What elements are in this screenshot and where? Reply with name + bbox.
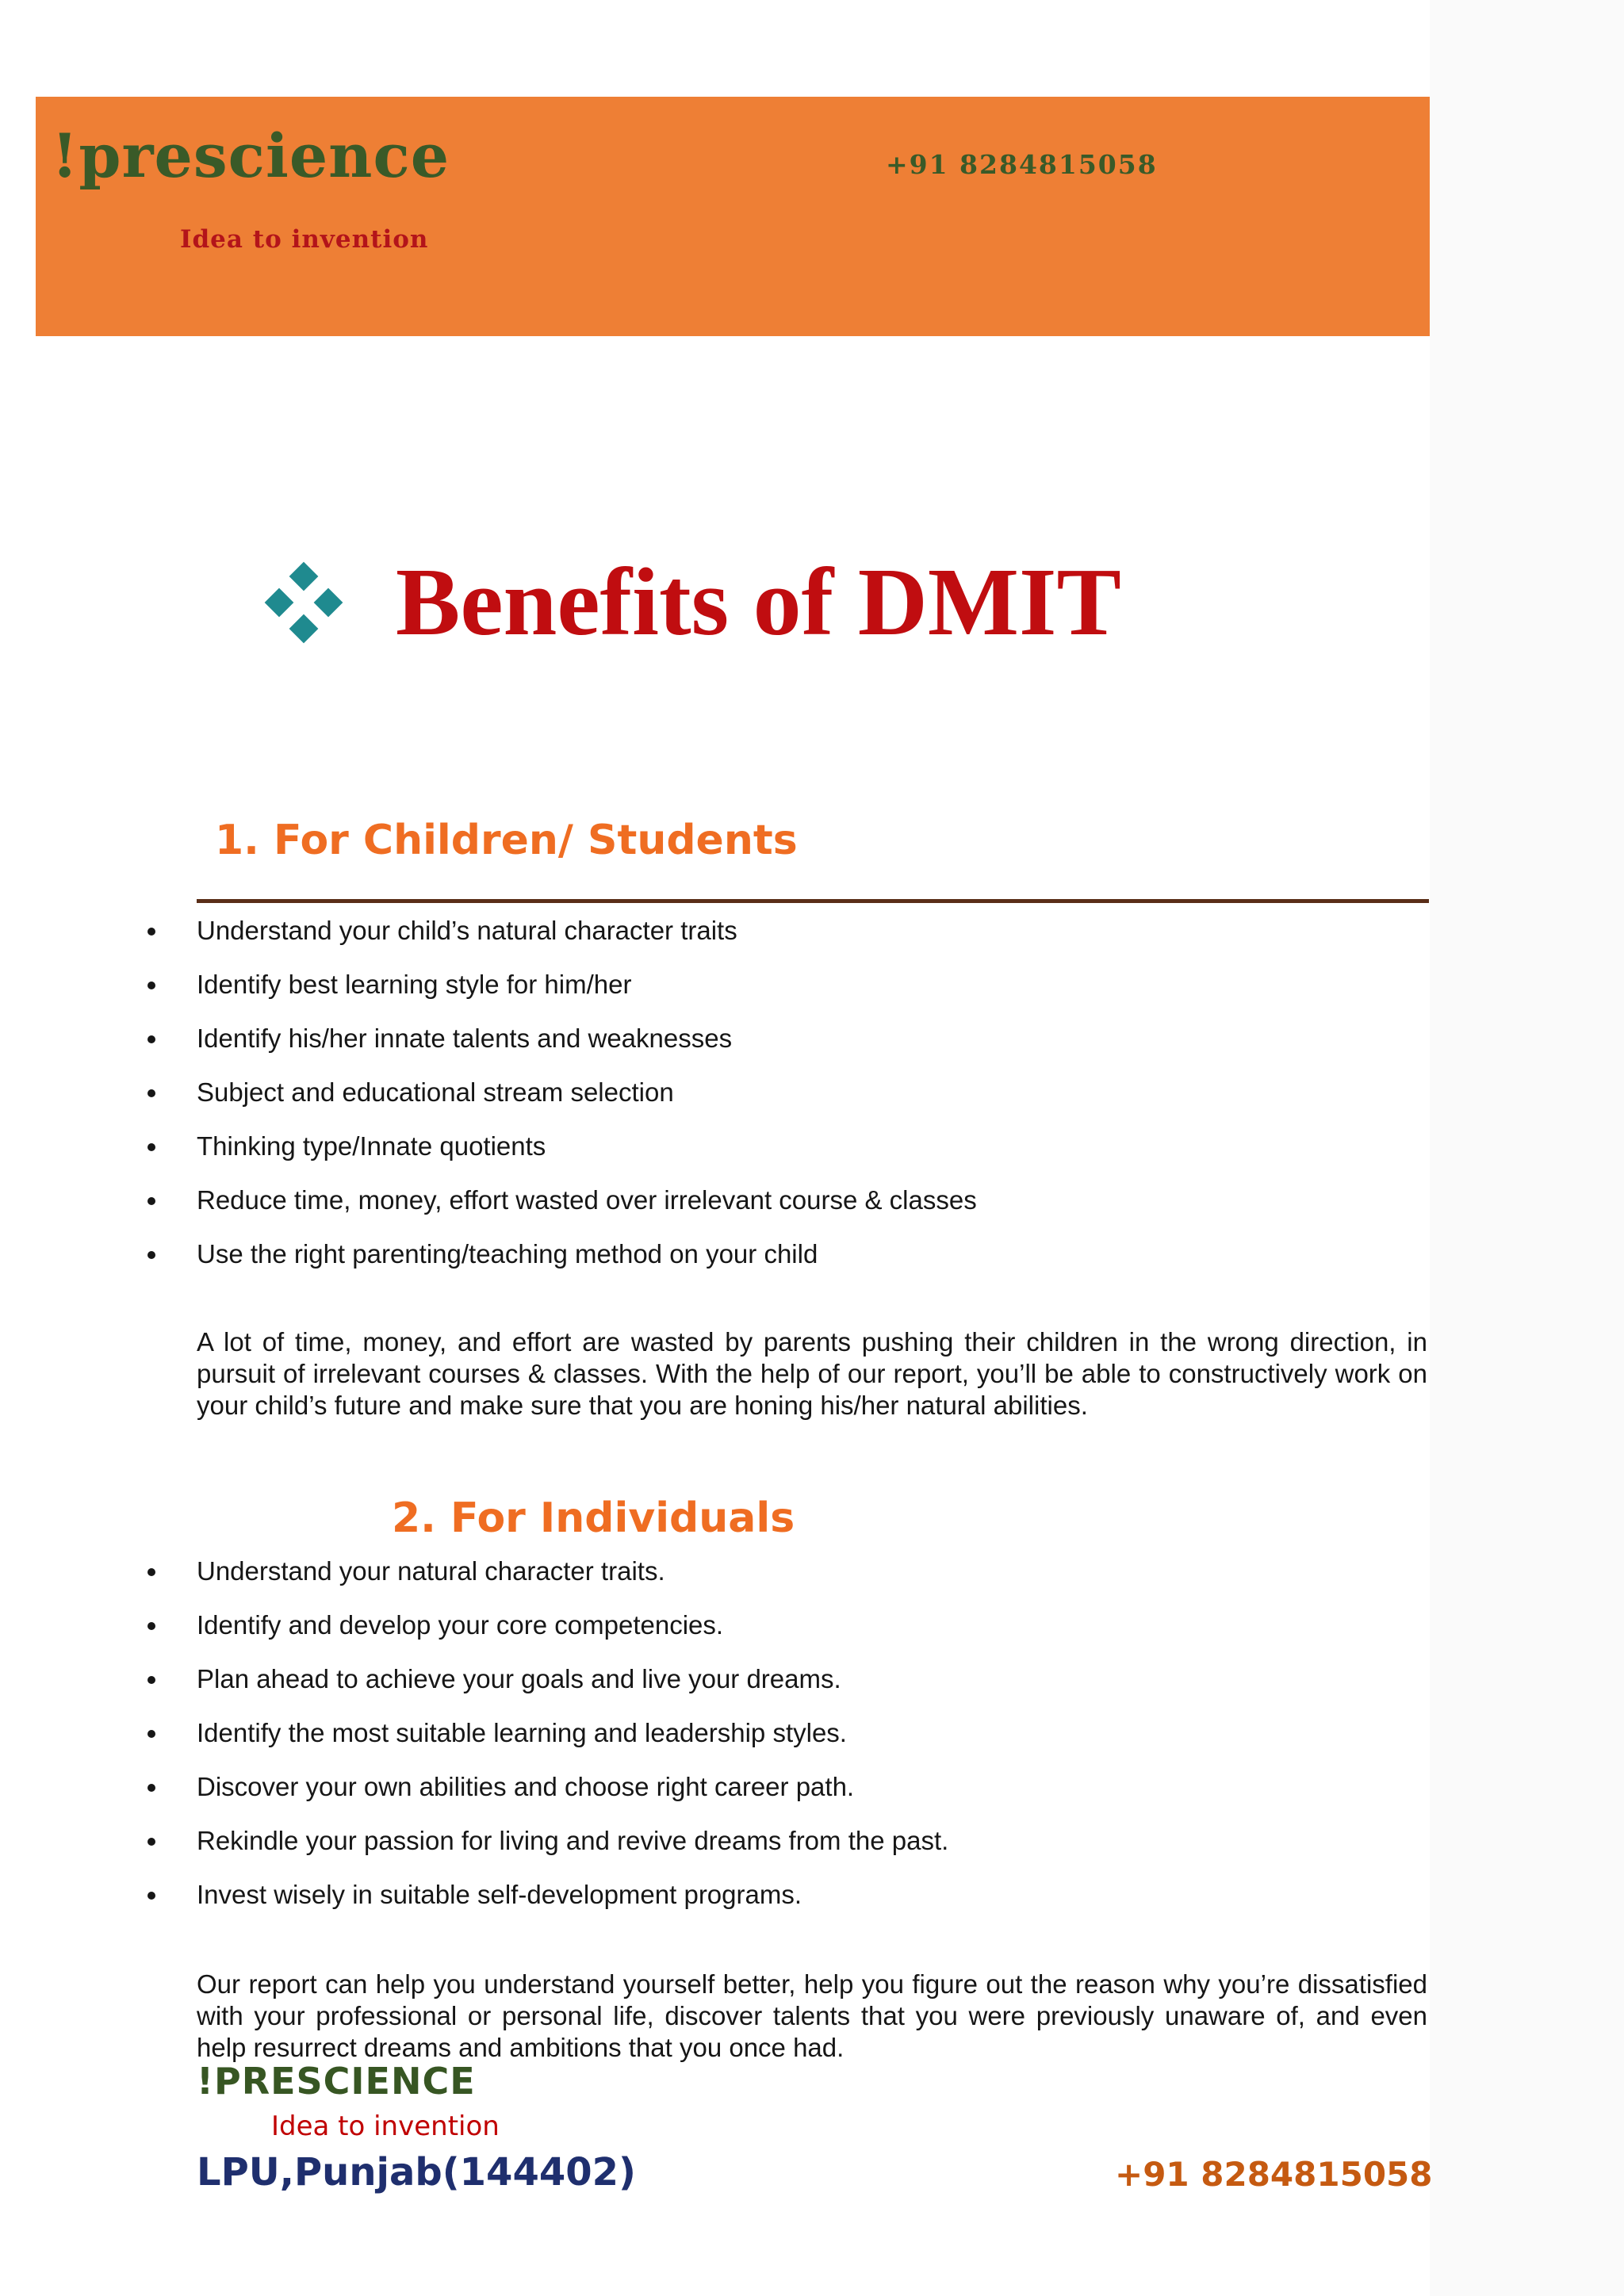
list-item: Identify best learning style for him/her (0, 958, 977, 1012)
list-item: Understand your child’s natural character traits (0, 904, 977, 958)
section-heading-individuals: 2. For Individuals (392, 1494, 795, 1542)
footer-location: LPU,Punjab(144402) (197, 2150, 636, 2195)
header-banner (36, 97, 1430, 336)
header-phone: +91 8284815058 (886, 149, 1158, 180)
list-item: Thinking type/Innate quotients (0, 1119, 977, 1173)
four-diamond-bullet-icon (266, 564, 342, 641)
list-item: Identify the most suitable learning and leadership styles. (0, 1706, 948, 1760)
brand-logo-text: !prescience (52, 121, 450, 191)
list-item: Invest wisely in suitable self-development programs. (0, 1868, 948, 1922)
children-benefits-list (0, 904, 977, 1281)
footer-tagline: Idea to invention (271, 2110, 500, 2142)
list-item: Understand your natural character traits. (0, 1544, 948, 1598)
individuals-summary-paragraph: Our report can help you understand yourself better, help you figure out the reason why you’re dissatisfied with your professional or personal life, discover talents that you were previously unaware of, and even help resurrect dreams and ambitions that you once had. (197, 1969, 1427, 2062)
list-item: Subject and educational stream selection (0, 1066, 977, 1119)
section-heading-children: 1. For Children/ Students (215, 817, 798, 864)
children-summary-paragraph: A lot of time, money, and effort are wasted by parents pushing their children in the wrong direction, in pursuit of irrelevant courses & classes. With the help of our report, you’ll be able to constructively work on your child’s future and make sure that you are honing his/her natural abilities. (197, 1327, 1427, 1420)
list-item: Use the right parenting/teaching method on your child (0, 1227, 977, 1281)
page-margin-shade (1430, 0, 1624, 2296)
list-item: Identify his/her innate talents and weaknesses (0, 1012, 977, 1066)
list-item: Rekindle your passion for living and revive dreams from the past. (0, 1814, 948, 1868)
footer-phone: +91 8284815058 (1115, 2155, 1433, 2194)
list-item: Identify and develop your core competencies. (0, 1598, 948, 1652)
section-divider (197, 899, 1429, 903)
page-title: Benefits of DMIT (396, 549, 1121, 656)
list-item: Discover your own abilities and choose right career path. (0, 1760, 948, 1814)
page-title-row (266, 539, 1121, 666)
list-item: Plan ahead to achieve your goals and live your dreams. (0, 1652, 948, 1706)
brand-tagline: Idea to invention (180, 225, 429, 254)
footer-brand: !PRESCIENCE (197, 2060, 476, 2103)
individuals-benefits-list (0, 1544, 948, 1922)
list-item: Reduce time, money, effort wasted over irrelevant course & classes (0, 1173, 977, 1227)
